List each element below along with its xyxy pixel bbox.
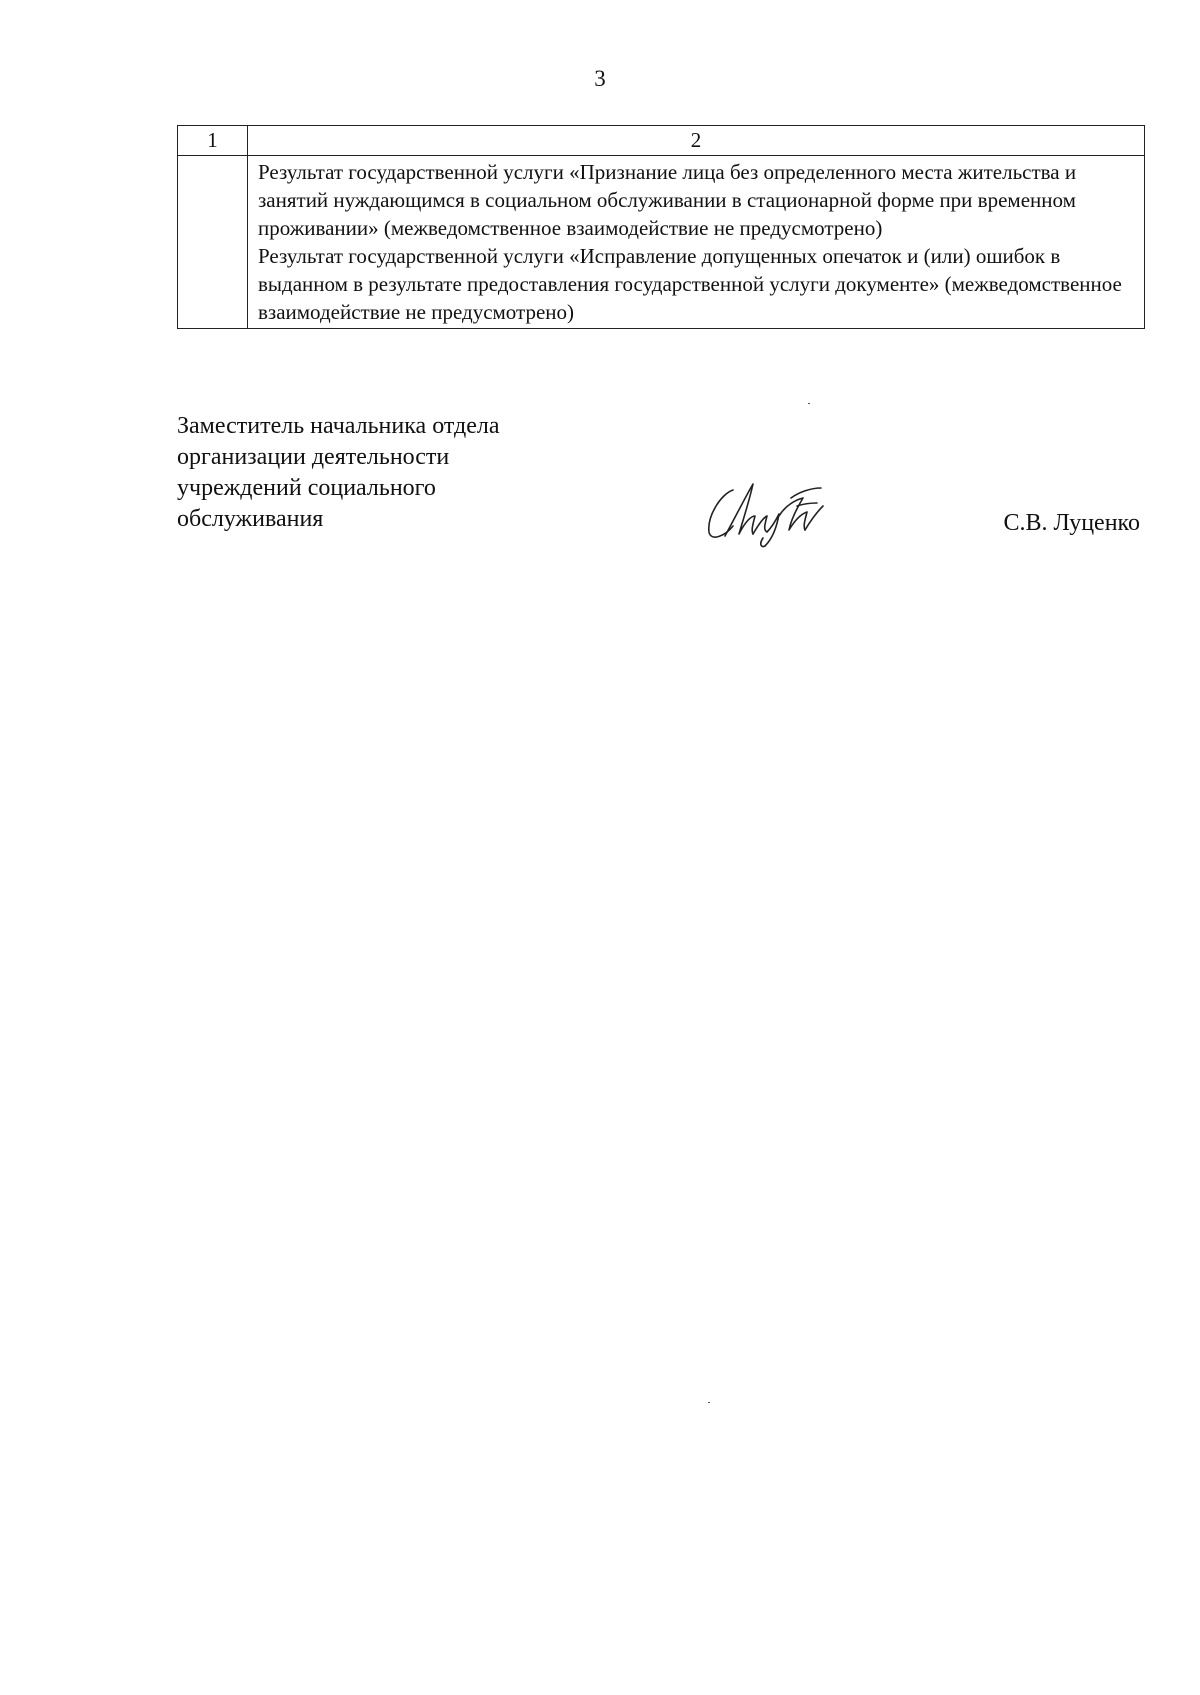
table-cell-col1 <box>178 156 248 329</box>
result-paragraph: Результат государственной услуги «Признание лица без определенного места жительства и занятий нуждающимся в социальном обслуживании в стационарной форме при временном проживании» (межведомственное взаимодействие не предусмотрено) <box>258 160 1077 240</box>
signer-position-line: учреждений социального <box>177 475 436 501</box>
table-header-col1: 1 <box>178 126 248 156</box>
table-cell-col2 <box>248 156 1145 329</box>
scan-speck <box>708 1402 710 1403</box>
handwritten-signature <box>703 476 833 548</box>
scan-speck <box>808 403 810 404</box>
signer-position-line: обслуживания <box>177 506 324 532</box>
page-number: 3 <box>594 66 606 91</box>
result-table <box>177 125 1145 329</box>
signature-block <box>177 411 1140 551</box>
table-header-row <box>178 126 1145 156</box>
signer-position-line: Заместитель начальника отдела <box>177 413 500 439</box>
table-header-col2: 2 <box>248 126 1145 156</box>
signer-position <box>177 411 500 535</box>
result-paragraph: Результат государственной услуги «Исправление допущенных опечаток и (или) ошибок в выданном в результате предоставления государственной услуги документе» (межведомственное взаимодействие не предусмотрено) <box>258 244 1122 324</box>
signer-position-line: организации деятельности <box>177 444 450 470</box>
table-row <box>178 156 1145 329</box>
signer-name: С.В. Луценко <box>1003 510 1140 536</box>
